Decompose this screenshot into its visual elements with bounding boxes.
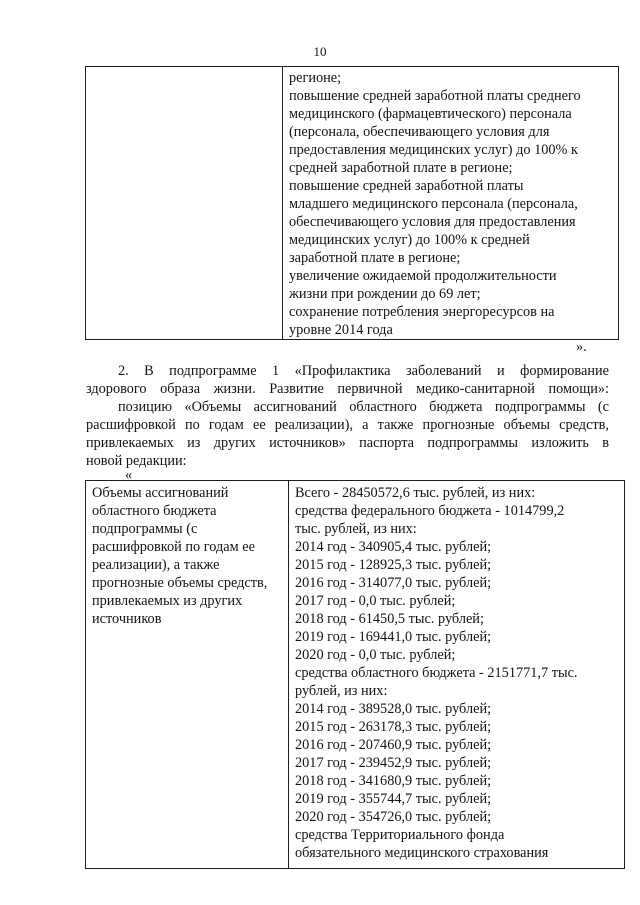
text-line: средней заработной плате в регионе;: [289, 160, 513, 176]
text-line: регионе;: [289, 70, 342, 86]
text-line: жизни при рождении до 69 лет;: [289, 286, 481, 302]
text-line: реализации), а также: [92, 557, 220, 573]
paragraph-line: здорового образа жизни. Развитие первичной медико-санитарной помощи»:: [86, 381, 609, 397]
closing-quote: ».: [576, 339, 587, 355]
text-line: 2015 год - 128925,3 тыс. рублей;: [295, 557, 492, 573]
text-line: расшифровкой по годам ее: [92, 539, 255, 555]
text-line: средства Территориального фонда: [295, 827, 505, 843]
text-line: повышение средней заработной платы среднего: [289, 88, 581, 104]
paragraph-line: привлекаемых из других источников» паспорта подпрограммы изложить в: [86, 435, 609, 451]
funding-label-text: [92, 484, 288, 628]
text-line: источников: [92, 611, 162, 627]
text-line: прогнозные объемы средств,: [92, 575, 268, 591]
text-line: Объемы ассигнований: [92, 485, 229, 501]
text-line: 2018 год - 61450,5 тыс. рублей;: [295, 611, 484, 627]
text-line: (персонала, обеспечивающего условия для: [289, 124, 550, 140]
text-line: обязательного медицинского страхования: [295, 845, 549, 861]
text-line: рублей, из них:: [295, 683, 388, 699]
paragraph-line: новой редакции:: [86, 453, 187, 469]
paragraph-line: 2. В подпрограмме 1 «Профилактика заболеваний и формирование: [118, 363, 609, 379]
text-line: младшего медицинского персонала (персонала,: [289, 196, 578, 212]
table-row: [86, 67, 619, 340]
text-line: 2019 год - 355744,7 тыс. рублей;: [295, 791, 492, 807]
text-line: 2017 год - 239452,9 тыс. рублей;: [295, 755, 492, 771]
text-line: привлекаемых из других: [92, 593, 243, 609]
text-line: уровне 2014 года: [289, 322, 393, 338]
text-line: увеличение ожидаемой продолжительности: [289, 268, 557, 284]
text-line: 2014 год - 389528,0 тыс. рублей;: [295, 701, 492, 717]
text-line: 2020 год - 0,0 тыс. рублей;: [295, 647, 456, 663]
text-line: средства областного бюджета - 2151771,7 тыс.: [295, 665, 578, 681]
paragraph-line: расшифровкой по годам ее реализации), а также прогнозные объемы средств,: [86, 417, 609, 433]
text-line: 2014 год - 340905,4 тыс. рублей;: [295, 539, 492, 555]
text-line: заработной плате в регионе;: [289, 250, 461, 266]
text-line: Всего - 28450572,6 тыс. рублей, из них:: [295, 485, 536, 501]
funding-table: [85, 480, 625, 869]
text-line: 2016 год - 314077,0 тыс. рублей;: [295, 575, 492, 591]
text-line: 2019 год - 169441,0 тыс. рублей;: [295, 629, 492, 645]
text-line: сохранение потребления энергоресурсов на: [289, 304, 555, 320]
text-line: областного бюджета: [92, 503, 217, 519]
indicators-text: [289, 69, 618, 339]
text-line: тыс. рублей, из них:: [295, 521, 417, 537]
text-line: средства федерального бюджета - 1014799,2: [295, 503, 565, 519]
table-cell-funding: [289, 481, 625, 869]
table-cell-empty: [86, 67, 283, 340]
funding-details-text: [295, 484, 624, 862]
paragraph-line: позицию «Объемы ассигнований областного бюджета подпрограммы (с: [118, 399, 609, 415]
text-line: повышение средней заработной платы: [289, 178, 524, 194]
text-line: подпрограммы (с: [92, 521, 198, 537]
text-line: 2015 год - 263178,3 тыс. рублей;: [295, 719, 492, 735]
opening-quote: «: [125, 467, 133, 483]
text-line: 2017 год - 0,0 тыс. рублей;: [295, 593, 456, 609]
table-cell-indicators: [283, 67, 619, 340]
text-line: медицинских услуг) до 100% к средней: [289, 232, 530, 248]
text-line: медицинского (фармацевтического) персонала: [289, 106, 572, 122]
text-line: 2016 год - 207460,9 тыс. рублей;: [295, 737, 492, 753]
indicators-table: [85, 66, 619, 340]
table-cell-label: [86, 481, 289, 869]
text-line: 2018 год - 341680,9 тыс. рублей;: [295, 773, 492, 789]
text-line: 2020 год - 354726,0 тыс. рублей;: [295, 809, 492, 825]
text-line: предоставления медицинских услуг) до 100% к: [289, 142, 578, 158]
text-line: обеспечивающего условия для предоставления: [289, 214, 576, 230]
page-number: 10: [313, 44, 327, 59]
table-row: [86, 481, 625, 869]
